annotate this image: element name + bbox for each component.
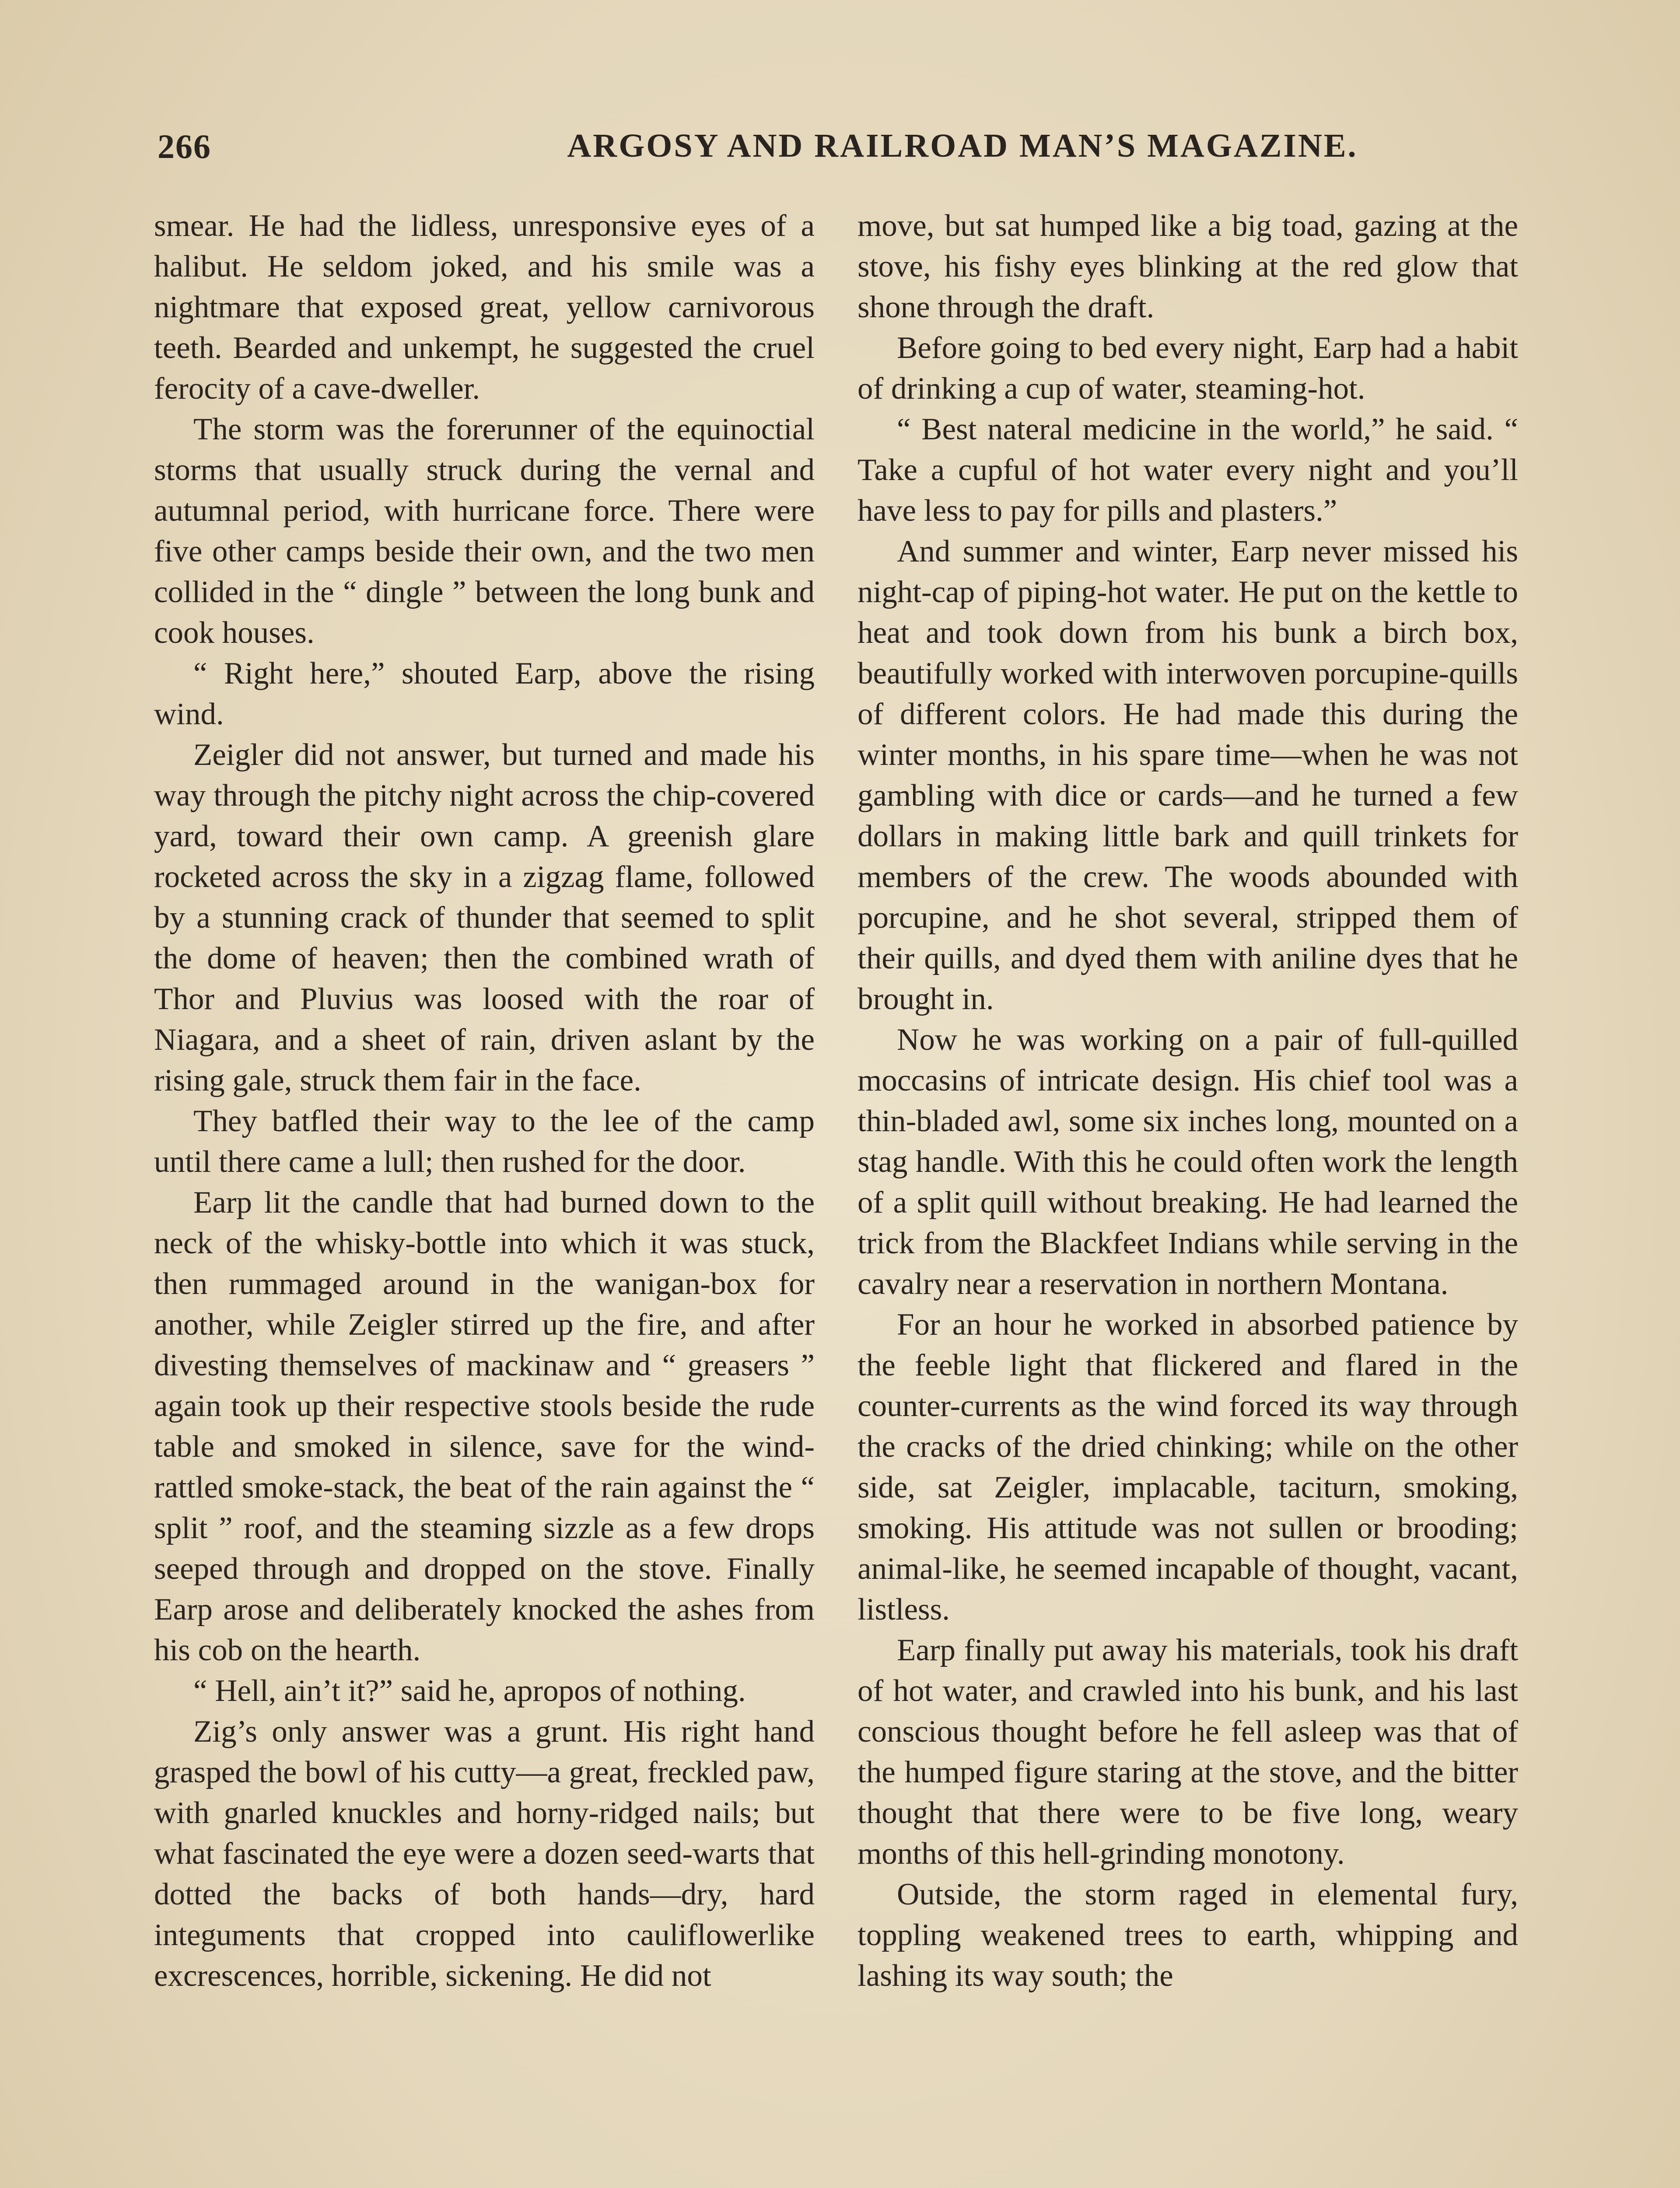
left-column	[154, 206, 815, 1996]
paragraph: “ Hell, ain’t it?” said he, apropos of nothing.	[193, 1674, 746, 1708]
page-number: 266	[158, 127, 211, 165]
paragraph: Now he was working on a pair of full-quilled moccasins of intricate design. His chief tool was a thin-bladed awl, some six inches long, mounted on a stag handle. With this he could often work the length of a split quill without breaking. He had learned the trick from the Blackfeet Indians while serving in the cavalry near a reservation in northern Montana.	[858, 1023, 1518, 1301]
paragraph: Earp finally put away his materials, took his draft of hot water, and crawled into his bunk, and his last conscious thought before he fell asleep was that of the humped figure staring at the stove, and the bitter thought that there were to be five long, weary months of this hell-grinding monotony.	[858, 1633, 1518, 1871]
paragraph: smear. He had the lidless, unresponsive eyes of a halibut. He seldom joked, and his smile was a nightmare that exposed great, yellow carnivorous teeth. Bearded and unkempt, he suggested the cruel ferocity of a cave-dweller.	[154, 209, 815, 406]
paragraph: The storm was the forerunner of the equinoctial storms that usually struck during the vernal and autumnal period, with hurricane force. There were five other camps beside their own, and the two men collided in the “ dingle ” between the long bunk and cook houses.	[154, 412, 815, 650]
paragraph: Zig’s only answer was a grunt. His right hand grasped the bowl of his cutty—a great, freckled paw, with gnarled knuckles and horny-ridged nails; but what fascinated the eye were a dozen seed-warts that dotted the backs of both hands—dry, hard integuments that cropped into cauliflowerlike excrescences, horrible, sickening. He did not	[154, 1715, 815, 1993]
paragraph: move, but sat humped like a big toad, gazing at the stove, his fishy eyes blinking at the red glow that shone through the draft.	[858, 209, 1518, 324]
paragraph: And summer and winter, Earp never missed his night-cap of piping-hot water. He put on the kettle to heat and took down from his bunk a birch box, beautifully worked with interwoven porcupine-quills of different colors. He had made this during the winter months, in his spare time—when he was not gambling with dice or cards—and he turned a few dollars in making little bark and quill trinkets for members of the crew. The woods abounded with porcupine, and he shot several, stripped them of their quills, and dyed them with aniline dyes that he brought in.	[858, 534, 1518, 1016]
running-title: ARGOSY AND RAILROAD MAN’S MAGAZINE.	[567, 127, 1358, 164]
paragraph: They batfled their way to the lee of the camp until there came a lull; then rushed for the door.	[154, 1104, 815, 1179]
paragraph: Outside, the storm raged in elemental fury, toppling weakened trees to earth, whipping and lashing its way south; the	[858, 1877, 1518, 1993]
paragraph: For an hour he worked in absorbed patience by the feeble light that flickered and flared in the counter-currents as the wind forced its way through the cracks of the dried chinking; while on the other side, sat Zeigler, implacable, taciturn, smoking, smoking. His attitude was not sullen or brooding; animal-like, he seemed incapable of thought, vacant, listless.	[858, 1308, 1518, 1627]
paragraph: Before going to bed every night, Earp had a habit of drinking a cup of water, steaming-hot.	[858, 331, 1518, 406]
paragraph: Earp lit the candle that had burned down to the neck of the whisky-bottle into which it was stuck, then rummaged around in the wanigan-box for another, while Zeigler stirred up the fire, and after divesting themselves of mackinaw and “ greasers ” again took up their respective stools beside the rude table and smoked in silence, save for the wind-rattled smoke-stack, the beat of the rain against the “ split ” roof, and the steaming sizzle as a few drops seeped through and dropped on the stove. Finally Earp arose and deliberately knocked the ashes from his cob on the hearth.	[154, 1185, 815, 1667]
paragraph: Zeigler did not answer, but turned and made his way through the pitchy night across the chip-covered yard, toward their own camp. A greenish glare rocketed across the sky in a zigzag flame, followed by a stunning crack of thunder that seemed to split the dome of heaven; then the combined wrath of Thor and Pluvius was loosed with the roar of Niagara, and a sheet of rain, driven aslant by the rising gale, struck them fair in the face.	[154, 738, 815, 1098]
paragraph: “ Best nateral medicine in the world,” he said. “ Take a cupful of hot water every night and you’ll have less to pay for pills and plasters.”	[858, 412, 1518, 528]
page-header	[158, 127, 1522, 179]
right-column	[858, 206, 1518, 1996]
paragraph: “ Right here,” shouted Earp, above the rising wind.	[154, 656, 815, 731]
